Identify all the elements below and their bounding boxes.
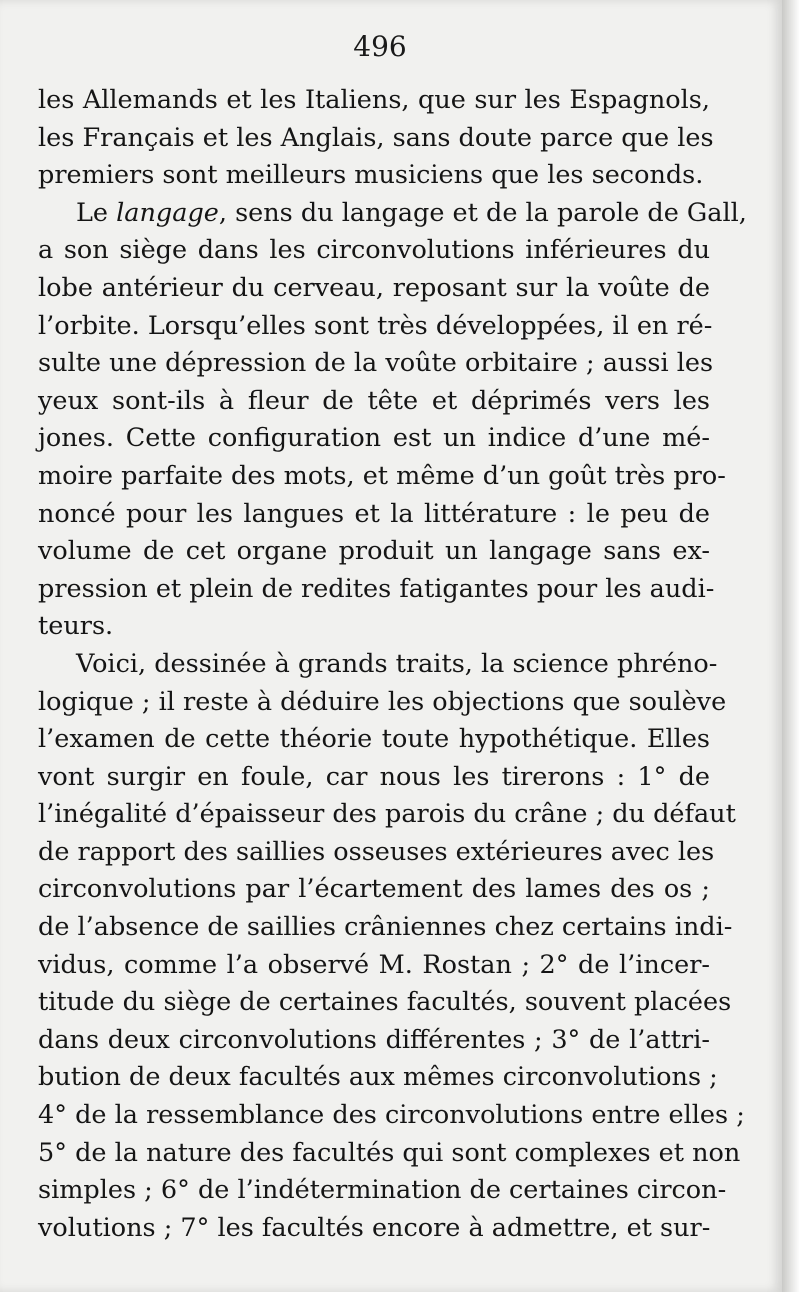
text-run: Le (76, 197, 117, 228)
text-line: noncé pour les langues et la littérature : le peu de (38, 498, 710, 529)
text-line: premiers sont meilleurs musiciens que les seconds. (38, 160, 704, 191)
text-line: les Français et les Anglais, sans doute parce que les (38, 122, 714, 153)
text-run: , sens du langage et de la parole de Gall, (218, 197, 747, 228)
text-line: 4° de la ressemblance des circonvolutions entre elles ; (38, 1100, 745, 1131)
text-line: sulte une dépression de la voûte orbitaire ; aussi les (38, 348, 714, 379)
text-line: titude du siège de certaines facultés, souvent placées (38, 987, 732, 1018)
text-line: vont surgir en foule, car nous les tirerons : 1° de (38, 761, 710, 792)
text-line: yeux sont-ils à fleur de tête et déprimés vers les (38, 385, 710, 416)
text-line: jones. Cette configuration est un indice d’une mé- (38, 423, 710, 454)
page-number: 496 (353, 30, 407, 63)
text-line: volume de cet organe produit un langage sans ex- (38, 536, 710, 567)
text-line: Voici, dessinée à grands traits, la science phréno- (76, 648, 718, 679)
body-text (38, 82, 747, 1247)
text-line: de l’absence de saillies crâniennes chez certains indi- (38, 912, 733, 943)
text-line: l’orbite. Lorsqu’elles sont très développées, il en ré- (38, 310, 713, 341)
text-line: de rapport des saillies osseuses extérieures avec les (38, 836, 715, 867)
text-line: les Allemands et les Italiens, que sur les Espagnols, (38, 85, 710, 115)
text-line: a son siège dans les circonvolutions inférieures du (38, 235, 710, 266)
text-line: teurs. (38, 611, 114, 642)
text-line: lobe antérieur du cerveau, reposant sur la voûte de (38, 272, 710, 303)
text-line: l’inégalité d’épaisseur des parois du crâne ; du défaut (38, 799, 736, 830)
text-line: vidus, comme l’a observé M. Rostan ; 2° de l’incer- (38, 949, 710, 980)
italic-term: langage (116, 197, 219, 228)
text-line: logique ; il reste à déduire les objections que soulève (38, 686, 727, 717)
text-line: 5° de la nature des facultés qui sont complexes et non (38, 1137, 741, 1168)
text-line: pression et plein de redites fatigantes pour les audi- (38, 573, 715, 604)
text-line: simples ; 6° de l’indétermination de certaines circon- (38, 1175, 727, 1206)
text-line: moire parfaite des mots, et même d’un goût très pro- (38, 460, 726, 491)
text-line (38, 195, 747, 233)
text-line: dans deux circonvolutions différentes ; 3° de l’attri- (38, 1024, 710, 1055)
text-line: bution de deux facultés aux mêmes circonvolutions ; (38, 1062, 718, 1093)
page-edge (782, 0, 800, 1292)
text-line: circonvolutions par l’écartement des lames des os ; (38, 874, 710, 905)
text-line: volutions ; 7° les facultés encore à admettre, et sur- (38, 1212, 711, 1243)
text-line: l’examen de cette théorie toute hypothétique. Elles (38, 724, 710, 755)
